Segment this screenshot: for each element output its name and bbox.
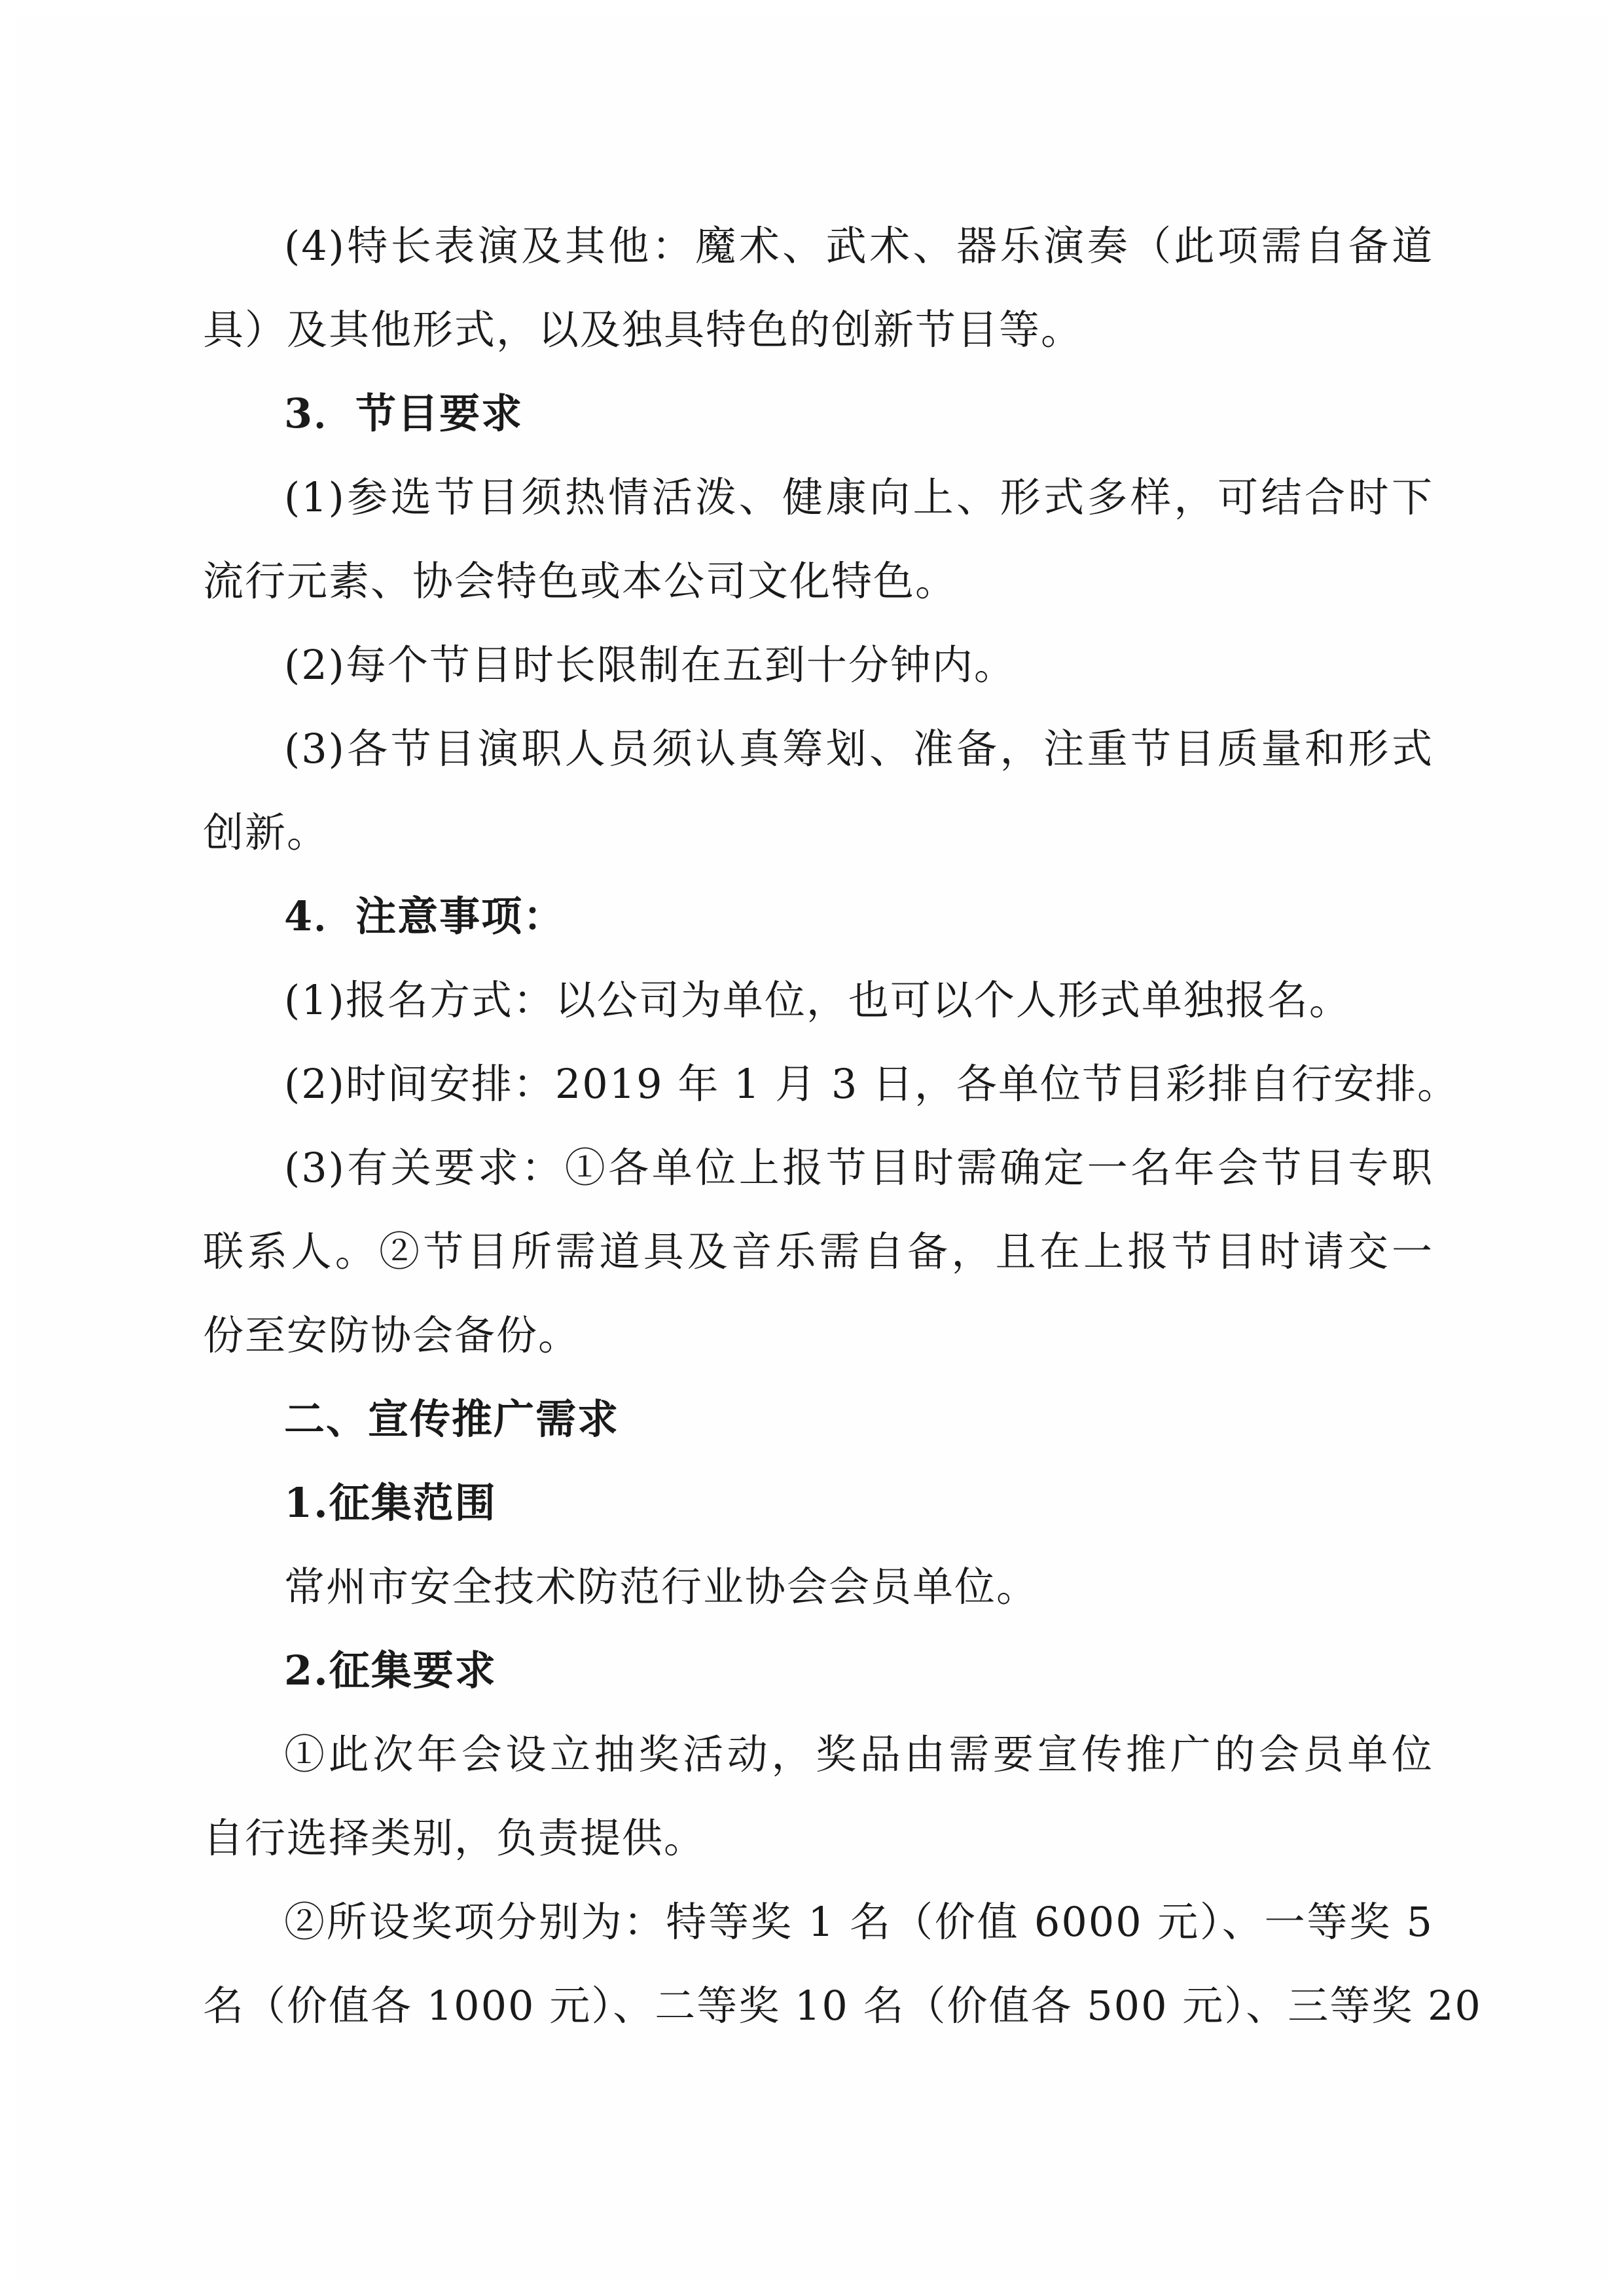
collection-req-1-line-2: 自行选择类别，负责提供。 (203, 1814, 706, 1862)
note-1-registration: (1)报名方式：以公司为单位，也可以个人形式单独报名。 (284, 976, 1351, 1024)
requirement-2: (2)每个节目时长限制在五到十分钟内。 (284, 641, 1016, 689)
requirement-3-line-2: 创新。 (203, 809, 329, 856)
requirement-1-line-2: 流行元素、协会特色或本公司文化特色。 (203, 557, 958, 605)
requirement-1-line-1: (1)参选节目须热情活泼、健康向上、形式多样，可结合时下 (284, 473, 1434, 521)
paragraph-item-4-line-2: 具）及其他形式，以及独具特色的创新节目等。 (203, 306, 1083, 354)
note-2-schedule: (2)时间安排：2019 年 1 月 3 日，各单位节目彩排自行安排。 (284, 1060, 1460, 1108)
collection-req-1-line-1: ①此次年会设立抽奖活动，奖品由需要宣传推广的会员单位 (284, 1730, 1434, 1778)
paragraph-item-4-line-1: (4)特长表演及其他：魔术、武术、器乐演奏（此项需自备道 (284, 222, 1434, 270)
note-3-line-1: (3)有关要求：①各单位上报节目时需确定一名年会节目专职 (284, 1144, 1434, 1192)
section-heading-program-requirements: 3．节目要求 (284, 390, 524, 437)
section-heading-notes: 4．注意事项： (284, 892, 566, 940)
note-3-line-3: 份至安防协会备份。 (203, 1311, 581, 1359)
section-heading-promotion: 二、宣传推广需求 (284, 1395, 620, 1443)
requirement-3-line-1: (3)各节目演职人员须认真筹划、准备，注重节目质量和形式 (284, 725, 1434, 773)
collection-req-2-line-1: ②所设奖项分别为：特等奖 1 名（价值 6000 元）、一等奖 5 (284, 1898, 1434, 1946)
collection-scope-text: 常州市安全技术防范行业协会会员单位。 (284, 1563, 1039, 1611)
note-3-line-2: 联系人。②节目所需道具及音乐需自备，且在上报节目时请交一 (203, 1228, 1434, 1275)
collection-req-2-line-2: 名（价值各 1000 元）、二等奖 10 名（价值各 500 元）、三等奖 20 (203, 1982, 1482, 2030)
subheading-collection-requirements: 2.征集要求 (284, 1647, 497, 1694)
subheading-collection-scope: 1.征集范围 (284, 1479, 497, 1527)
